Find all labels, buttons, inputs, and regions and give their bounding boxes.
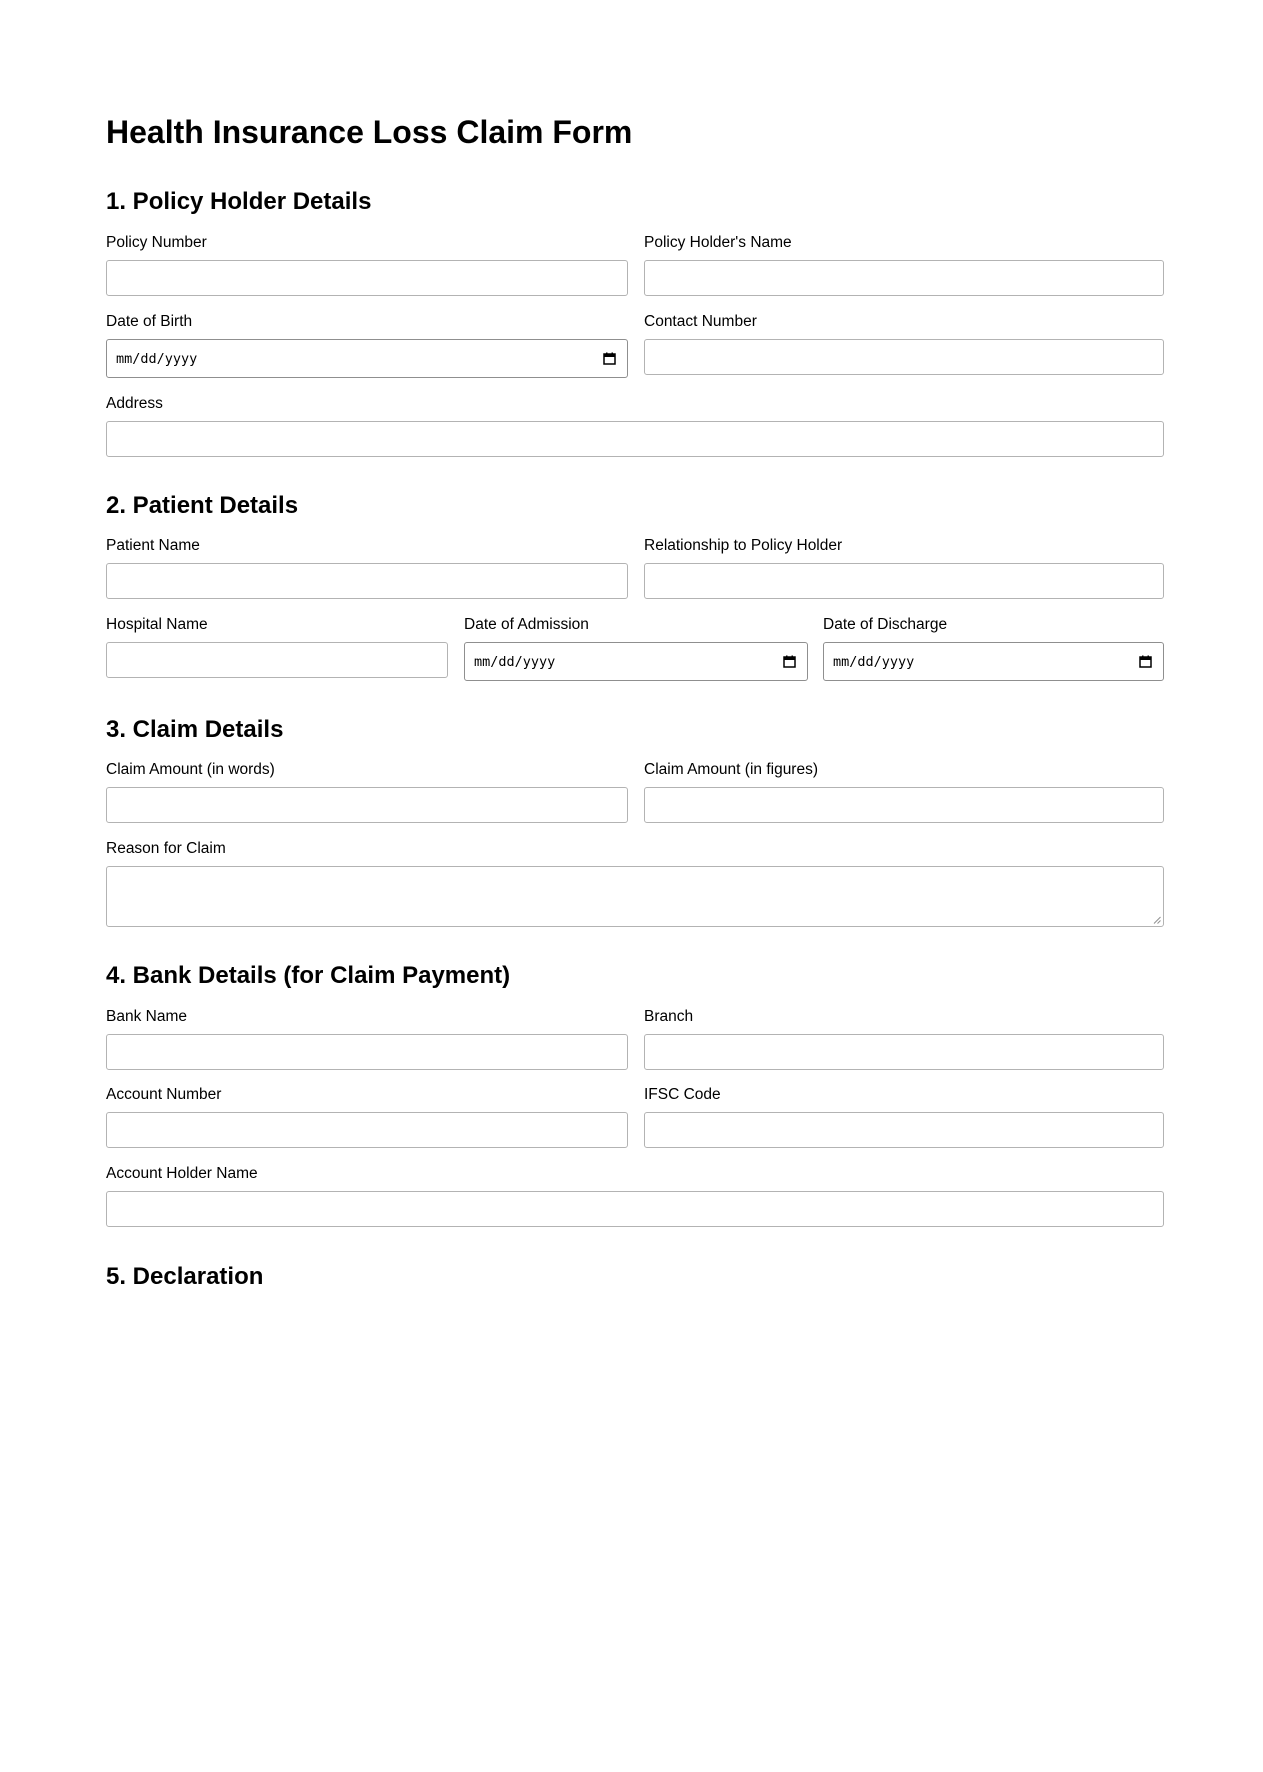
date-of-birth-placeholder: mm/dd/yyyy [116,351,198,367]
hospital-name-input[interactable] [106,642,448,678]
field-contact-number [644,313,1164,331]
account-number-input[interactable] [106,1112,628,1148]
field-patient-name [106,537,628,555]
field-bank-name [106,1008,628,1026]
holder-name-input[interactable] [644,260,1164,296]
date-of-birth-input[interactable] [106,339,628,378]
field-date-of-admission [464,616,808,670]
date-of-discharge-label: Date of Discharge [823,616,948,633]
field-relationship [644,537,1164,555]
patient-name-label: Patient Name [106,537,200,554]
date-of-discharge-placeholder: mm/dd/yyyy [833,654,915,670]
reason-textarea[interactable] [106,866,1164,927]
ifsc-code-input[interactable] [644,1112,1164,1148]
contact-number-label: Contact Number [644,313,757,330]
amount-figures-input[interactable] [644,787,1164,823]
resize-handle-icon[interactable] [1153,916,1161,924]
branch-label: Branch [644,1008,694,1025]
section-heading-bank: 4. Bank Details (for Claim Payment) [106,962,511,989]
reason-label: Reason for Claim [106,840,226,857]
field-ifsc-code [644,1086,1164,1104]
policy-number-input[interactable] [106,260,628,296]
policy-number-label: Policy Number [106,234,207,251]
contact-number-input[interactable] [644,339,1164,375]
relationship-input[interactable] [644,563,1164,599]
account-holder-label: Account Holder Name [106,1165,258,1182]
date-of-admission-label: Date of Admission [464,616,589,633]
field-holder-name [644,234,1164,252]
field-date-of-birth [106,313,628,367]
field-account-holder [106,1165,1164,1183]
patient-name-input[interactable] [106,563,628,599]
section-heading-patient: 2. Patient Details [106,492,299,519]
field-amount-figures [644,761,1164,779]
amount-figures-label: Claim Amount (in figures) [644,761,819,778]
page-title: Health Insurance Loss Claim Form [106,114,633,150]
field-date-of-discharge [823,616,1164,670]
address-label: Address [106,395,163,412]
section-heading-declaration: 5. Declaration [106,1263,264,1290]
field-policy-number [106,234,628,252]
field-reason [106,840,1164,858]
field-account-number [106,1086,628,1104]
hospital-name-label: Hospital Name [106,616,208,633]
account-number-label: Account Number [106,1086,222,1103]
field-amount-words [106,761,628,779]
date-of-admission-input[interactable] [464,642,808,681]
calendar-icon[interactable] [603,352,616,365]
amount-words-input[interactable] [106,787,628,823]
amount-words-label: Claim Amount (in words) [106,761,275,778]
ifsc-code-label: IFSC Code [644,1086,721,1103]
calendar-icon[interactable] [1139,655,1152,668]
bank-name-input[interactable] [106,1034,628,1070]
field-address [106,395,1164,413]
field-hospital-name [106,616,448,634]
section-heading-policy-holder: 1. Policy Holder Details [106,188,372,215]
date-of-admission-placeholder: mm/dd/yyyy [474,654,556,670]
address-input[interactable] [106,421,1164,457]
bank-name-label: Bank Name [106,1008,187,1025]
holder-name-label: Policy Holder's Name [644,234,792,251]
field-branch [644,1008,1164,1026]
section-heading-claim: 3. Claim Details [106,716,284,743]
relationship-label: Relationship to Policy Holder [644,537,843,554]
account-holder-input[interactable] [106,1191,1164,1227]
date-of-birth-label: Date of Birth [106,313,193,330]
branch-input[interactable] [644,1034,1164,1070]
calendar-icon[interactable] [783,655,796,668]
date-of-discharge-input[interactable] [823,642,1164,681]
